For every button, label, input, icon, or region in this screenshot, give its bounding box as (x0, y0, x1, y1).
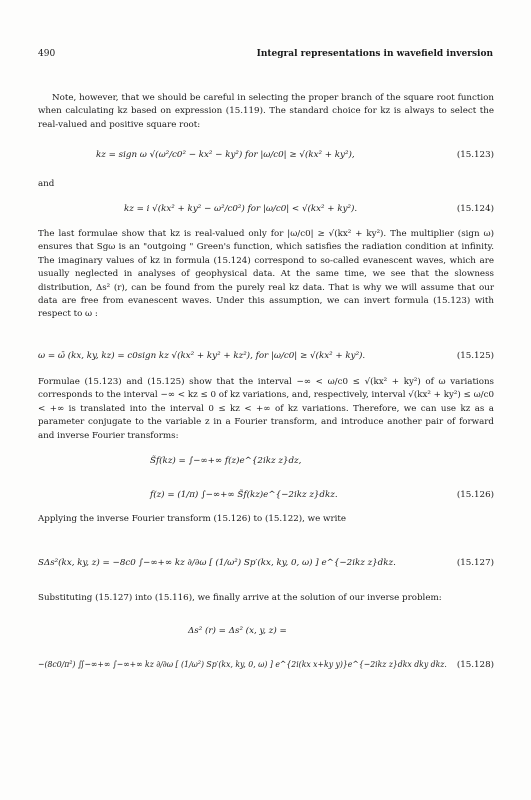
equation-number: (15.128) (456, 660, 494, 670)
running-title: Integral representations in wavefield inversion (256, 49, 493, 59)
equation-body: kz = sign ω √(ω²/c0² − kx² − ky²) for |ω/c0| ≥ √(kx² + ky²), (96, 150, 355, 160)
equation-forward-fourier (38, 452, 494, 470)
equation-15-128-lhs (38, 622, 494, 640)
equation-body: Δs² (r) = Δs² (x, y, z) = (188, 626, 287, 636)
equation-body: f(z) = (1/π) ∫−∞+∞ S̃f(kz)e^{−2ikz z}dkz. (150, 490, 338, 500)
paragraph-apply-inverse: Applying the inverse Fourier transform (15.126) to (15.122), we write (38, 514, 347, 524)
paragraph-intervals: Formulae (15.123) and (15.125) show that the interval −∞ < ω/c0 ≤ √(kx² + ky²) of ω variations corresponds to the interval −∞ < kz ≤ 0 of kz variations, and, respectively, interval √(kx² + ky²) ≤ ω/c0 < +∞ is translated into the interval 0 ≤ kz < +∞ of kz variations. Therefore, we can use kz as a parameter conjugate to the variable z in a Fourier transform, and introduce another pair of forward and inverse Fourier transforms: (38, 377, 494, 441)
equation-15-125 (38, 347, 494, 365)
equation-body: ω = ω̄ (kx, ky, kz) = c0sign kz √(kx² + ky² + kz²), for |ω/c0| ≥ √(kx² + ky²). (38, 351, 366, 361)
paragraph-substitution: Substituting (15.127) into (15.116), we finally arrive at the solution of our inverse problem: (38, 593, 442, 603)
page-number: 490 (38, 49, 56, 59)
equation-body: S̃f(kz) = ∫−∞+∞ f(z)e^{2ikz z}dz, (150, 456, 302, 466)
equation-15-128 (38, 656, 494, 674)
equation-number: (15.125) (456, 351, 494, 361)
equation-number: (15.126) (456, 490, 494, 500)
equation-body: −(8c0/π²) ∬−∞+∞ ∫−∞+∞ kz ∂/∂ω [ (1/ω²) Sp′(kx, ky, 0, ω) ] e^{2i(kx x+ky y)}e^{−2ikz z}dkx dky dkz. (38, 660, 447, 670)
equation-15-124 (38, 200, 494, 218)
equation-15-127 (38, 554, 494, 572)
connector-word: and (38, 179, 55, 189)
equation-number: (15.124) (456, 204, 494, 214)
equation-number: (15.123) (456, 150, 494, 160)
equation-number: (15.127) (456, 558, 494, 568)
paragraph-evanescent: The last formulae show that kz is real-valued only for |ω/c0| ≥ √(kx² + ky²). The multiplier (sign ω) ensures that Sgω is an "outgoing " Green's function, which satisfies the radiation condition at infinity. The imaginary values of kz in formula (15.124) correspond to so-called evanescent waves, which are usually neglected in analyses of geophysical data. At the same time, we see that the slowness distribution, Δs² (r), can be found from the purely real kz data. That is why we will assume that our data are free from evanescent waves. Under this assumption, we can invert formula (15.123) with respect to ω : (38, 229, 494, 320)
equation-body: SΔs²(kx, ky, z) = −8c0 ∫−∞+∞ kz ∂/∂ω [ (1/ω²) Sp′(kx, ky, 0, ω) ] e^{−2ikz z}dkz. (38, 558, 396, 568)
paragraph-branch-choice: Note, however, that we should be careful in selecting the proper branch of the square root function when calculating kz based on expression (15.119). The standard choice for kz is always to select the real-valued and positive square root: (38, 93, 494, 130)
running-header (38, 47, 493, 61)
equation-body: kz = i √(kx² + ky² − ω²/c0²) for |ω/c0| < √(kx² + ky²). (124, 204, 358, 214)
equation-15-123 (38, 146, 494, 164)
equation-15-126 (38, 486, 494, 504)
